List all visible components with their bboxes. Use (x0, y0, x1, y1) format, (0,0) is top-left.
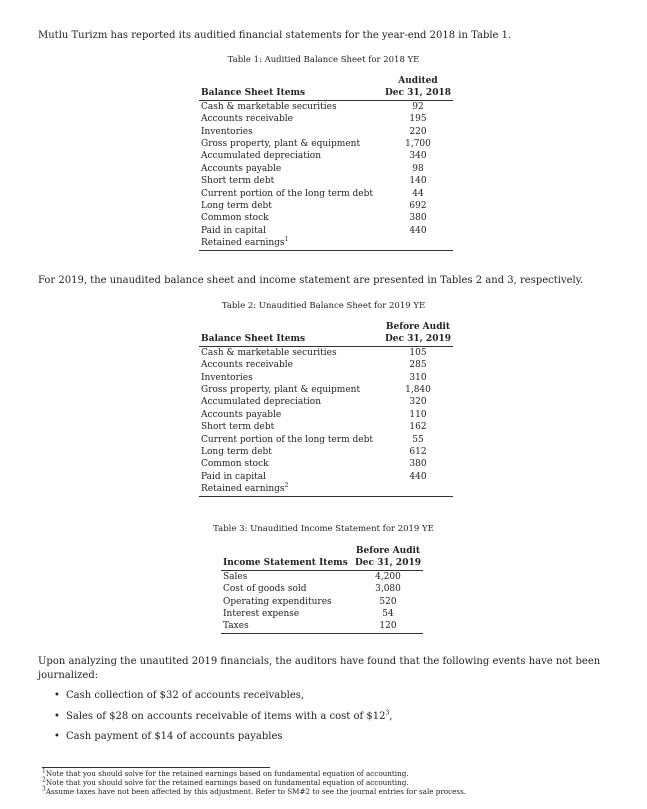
table-row (199, 163, 453, 175)
table-row (199, 446, 453, 458)
row-value: 692 (409, 201, 427, 212)
row-value: 380 (409, 459, 427, 470)
row-value (383, 483, 453, 496)
row-value: 98 (412, 163, 424, 174)
row-value: 110 (409, 409, 427, 420)
row-value: 105 (409, 347, 427, 358)
row-value: 3,080 (375, 584, 401, 595)
row-value: 380 (409, 213, 427, 224)
table-row (199, 384, 453, 396)
row-value: 612 (409, 447, 427, 458)
table-row (199, 113, 453, 125)
table-row (221, 608, 423, 620)
table-row (199, 150, 453, 162)
table-row (199, 175, 453, 187)
row-value: 195 (409, 114, 427, 125)
table-row (199, 483, 453, 496)
bullet-icon: • (54, 690, 60, 701)
row-value: 310 (409, 372, 427, 383)
table-row (199, 225, 453, 237)
footnote-ref: 2 (284, 482, 289, 490)
row-item: Accounts payable (201, 409, 282, 420)
bullet-item (38, 710, 608, 724)
table-row (199, 421, 453, 433)
footnote-ref: 3 (385, 709, 390, 717)
table-row (199, 188, 453, 200)
row-value: 1,700 (405, 139, 431, 150)
row-value: 220 (409, 126, 427, 137)
row-value: 440 (409, 225, 427, 236)
paragraph-3: Upon analyzing the unautited 2019 financials, the auditors have found that the following events have not been journalized: (38, 656, 601, 681)
row-item: Operating expenditures (223, 596, 332, 607)
table-row (221, 570, 423, 583)
row-item: Cash & marketable securities (201, 347, 337, 358)
table1-caption: Table 1: Auditied Balance Sheet for 2018 YE (227, 55, 420, 65)
intro-paragraph: Mutlu Turizm has reported its auditied financial statements for the year-end 2018 in Table 1. (38, 30, 512, 41)
row-item: Retained earnings$^2$ (199, 483, 383, 496)
table-row (199, 409, 453, 421)
row-item: Cash & marketable securities (201, 101, 337, 112)
table-row (199, 212, 453, 224)
row-item: Long term debt (201, 447, 272, 458)
row-item: Interest expense (223, 609, 300, 620)
table1-head-line2: Dec 31, 2018 (385, 88, 451, 99)
row-value: 162 (409, 422, 427, 433)
row-value: 285 (409, 360, 427, 371)
footnote-ref: 1 (284, 236, 289, 244)
table3 (221, 545, 423, 634)
table-row (199, 138, 453, 150)
row-value: 1,840 (405, 385, 431, 396)
footnote-rule (42, 767, 270, 768)
row-item: Accounts receivable (201, 360, 293, 371)
table-row (221, 620, 423, 633)
row-item: Retained earnings$^1$ (199, 237, 383, 250)
row-value: 440 (409, 471, 427, 482)
table-row (199, 126, 453, 138)
table-row (199, 458, 453, 470)
row-item: Short term debt (201, 422, 275, 433)
bullet-icon: • (54, 731, 60, 742)
row-item: Paid in capital (201, 471, 266, 482)
table3-body (221, 570, 423, 633)
bullet-icon: • (54, 710, 60, 722)
row-value: 520 (379, 596, 397, 607)
table-row (199, 100, 453, 113)
table-row (199, 372, 453, 384)
row-item: Inventories (201, 372, 253, 383)
bullet-text: Cash payment of $14 of accounts payables (66, 731, 283, 742)
footnote-3 (42, 787, 466, 797)
paragraph-2: For 2019, the unaudited balance sheet and income statement are presented in Tables 2 and 3, respectively. (38, 275, 584, 286)
row-value: 120 (353, 620, 423, 633)
footnote-text: Note that you should solve for the retained earnings based on fundamental equation of accounting. (45, 778, 409, 787)
bullet-text-suffix: , (389, 710, 393, 722)
row-value: 44 (412, 188, 424, 199)
table3-head-line2: Dec 31, 2019 (355, 558, 421, 569)
row-item: Accumulated depreciation (201, 151, 321, 162)
table-row (199, 346, 453, 359)
table3-head-line1: Before Audit (355, 546, 421, 556)
bullet-item (38, 730, 608, 744)
row-value (383, 237, 453, 250)
row-item: Sales (223, 571, 248, 582)
row-item: Common stock (201, 213, 269, 224)
row-item: Accumulated depreciation (201, 397, 321, 408)
row-item: Current portion of the long term debt (201, 434, 373, 445)
row-value: 140 (409, 176, 427, 187)
row-value: 55 (412, 434, 424, 445)
row-item: Long term debt (201, 201, 272, 212)
table-row (221, 596, 423, 608)
bullet-text: Cash collection of $32 of accounts receivables, (66, 690, 305, 701)
table2-head-line1: Before Audit (385, 322, 451, 332)
row-item: Current portion of the long term debt (201, 188, 373, 199)
table1 (199, 75, 453, 251)
table2-caption: Table 2: Unauditied Balance Sheet for 2019 YE (221, 301, 426, 311)
row-value: 4,200 (375, 571, 401, 582)
table2-head-col1: Balance Sheet Items (199, 333, 383, 346)
table-row (199, 396, 453, 408)
table2 (199, 321, 453, 497)
row-item: Taxes (221, 620, 353, 633)
footnote-text: Note that you should solve for the retained earnings based on fundamental equation of accounting. (45, 769, 409, 778)
table1-head-line1: Audited (398, 76, 438, 86)
footnote-mark: 1 (42, 767, 46, 775)
footnote-text: Assume taxes have not been affected by this adjustment. Refer to SM#2 to see the journal entries for sale process. (45, 787, 467, 796)
row-value: 54 (382, 609, 394, 620)
table1-body (199, 100, 453, 250)
footnote-mark: 3 (42, 785, 46, 793)
row-item: Accounts payable (201, 163, 282, 174)
bullet-item (38, 689, 608, 703)
table-row (199, 434, 453, 446)
row-item: Short term debt (201, 176, 275, 187)
table1-head-col1: Balance Sheet Items (199, 87, 383, 100)
table3-head-col1: Income Statement Items (221, 557, 353, 570)
row-item: Paid in capital (201, 225, 266, 236)
row-item: Gross property, plant & equipment (201, 139, 361, 150)
row-value: 92 (412, 101, 424, 112)
table3-caption: Table 3: Unauditied Income Statement for 2019 YE (213, 524, 434, 534)
table2-head-line2: Dec 31, 2019 (385, 334, 451, 345)
table-row (199, 359, 453, 371)
table2-body (199, 346, 453, 496)
table-row (199, 471, 453, 483)
bullet-list-wrap (38, 689, 608, 751)
row-value: 340 (409, 151, 427, 162)
row-item: Cost of goods sold (223, 584, 307, 595)
row-item: Accounts receivable (201, 114, 293, 125)
row-item: Gross property, plant & equipment (201, 385, 361, 396)
table-row (199, 200, 453, 212)
row-item: Inventories (201, 126, 253, 137)
row-value: 320 (409, 397, 427, 408)
row-item: Common stock (201, 459, 269, 470)
table-row (199, 237, 453, 250)
bullet-list (38, 689, 608, 744)
bullet-text: Sales of $28 on accounts receivable of items with a cost of $12 (66, 710, 386, 722)
table-row (221, 583, 423, 595)
footnote-mark: 2 (42, 776, 46, 784)
